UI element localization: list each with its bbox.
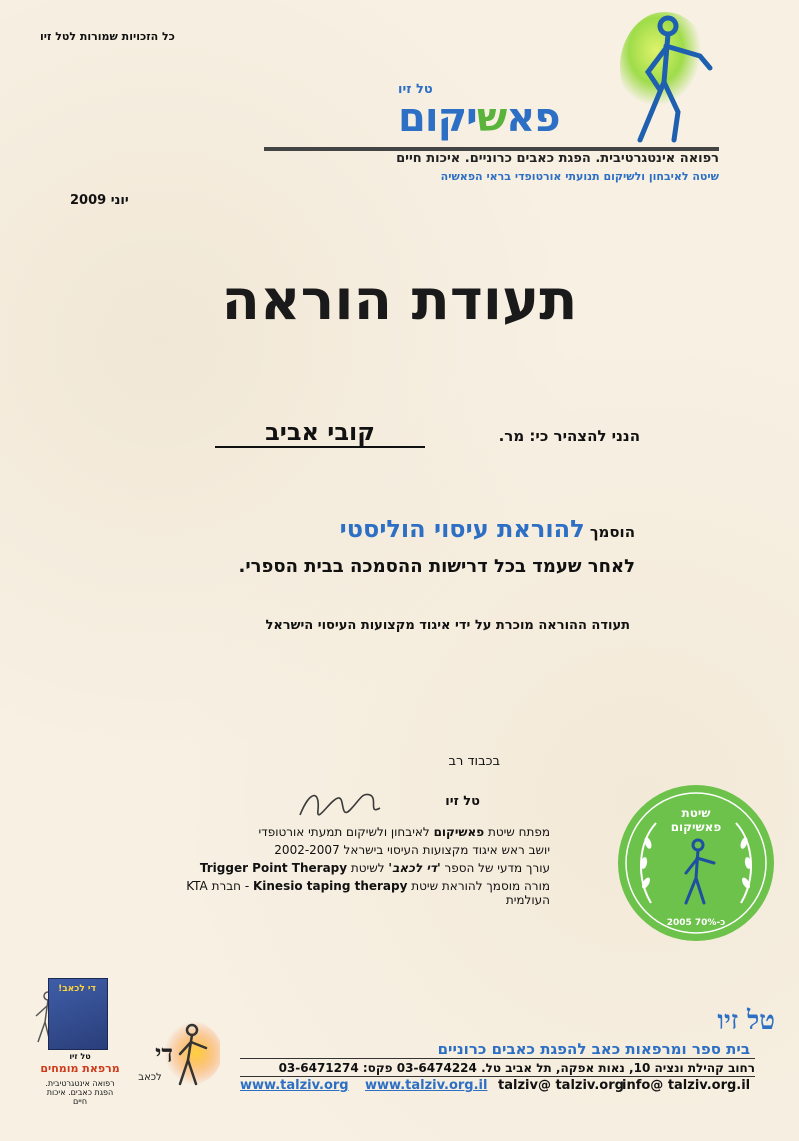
- clinic-author: טל זיו: [69, 1052, 91, 1061]
- regards: בכבוד רב: [448, 754, 500, 769]
- email-link[interactable]: talziv@ talziv.org: [498, 1078, 624, 1093]
- footer-name: טל זיו: [717, 1006, 775, 1036]
- recipient-name: קובי אביב: [215, 418, 425, 448]
- di-lekeev-logo-icon: [130, 1018, 220, 1088]
- credential-line-3: [150, 861, 550, 875]
- brand-part2: ש: [476, 95, 507, 141]
- di-logo-small: לכאב: [138, 1072, 162, 1083]
- info-email-link[interactable]: info@ talziv.org.il: [622, 1078, 751, 1093]
- cred1-b: פאשיקום: [433, 825, 485, 839]
- logo-tagline: רפואה אינטגרטיבית. הפגת כאבים כרוניים. איכות חיים: [396, 151, 719, 166]
- signer-name: טל זיו: [445, 794, 480, 809]
- cred4-b: Kinesio taping therapy: [252, 879, 408, 893]
- clinic-name: מרפאת מומחים: [40, 1062, 120, 1075]
- recognition-line: תעודה ההוראה מוכרת על ידי איגוד מקצועות העיסוי הישראל: [265, 618, 630, 633]
- declare-label: הנני להצהיר כי: מר.: [498, 427, 640, 445]
- website-il-link[interactable]: www.talziv.org.il: [365, 1078, 488, 1093]
- footer-divider-bottom: [240, 1076, 755, 1077]
- cred3-b: 'די לכאב': [388, 861, 441, 875]
- logo-subtitle: שיטה לאיבחון ולשיקום תנועתי אורטופדי בראי הפאשיה: [440, 170, 719, 183]
- seal-bottom-text: 2005 כ-70%: [666, 918, 726, 928]
- footer-tagline: בית ספר ומרפאות כאב להפגת כאבים כרוניים: [437, 1040, 750, 1058]
- authorized-prefix: הוסמך: [589, 523, 635, 541]
- seal-mid-text: פאשיקום: [670, 820, 722, 834]
- requirements-line: לאחר שעמד בכל דרישות ההסמכה בבית הספרי.: [238, 556, 635, 577]
- cred1-a: מפתח שיטת: [484, 825, 550, 839]
- footer-divider-top: [240, 1058, 755, 1059]
- cred1-c: לאיבחון ולשיקום תמעתי אורטופדי: [258, 825, 434, 839]
- credential-line-2: יושב ראש איגוד מקצועות העיסוי בישראל 2002-2007: [274, 843, 550, 857]
- brand-part1: פא: [506, 95, 560, 141]
- website-link[interactable]: www.talziv.org: [240, 1078, 349, 1093]
- cred3-c: לשיטת: [347, 861, 389, 875]
- copyright-note: כל הזכויות שמורות לטל זיו: [40, 30, 175, 43]
- certification-seal-icon: [616, 783, 776, 943]
- cred3-d: Trigger Point Therapy: [199, 861, 348, 875]
- brand-logo: [398, 95, 688, 141]
- credential-line-4: [150, 879, 550, 907]
- footer-address: רחוב קהילת ונציה 10, נאות אפקה, תל אביב טל. 03-6474224 פקס: 03-6471274: [278, 1061, 755, 1075]
- credential-line-1: [150, 825, 550, 839]
- cred4-a: מורה מוסמך להוראת שיטת: [407, 879, 550, 893]
- handwritten-signature-icon: [290, 780, 390, 830]
- logo-author: טל זיו: [398, 82, 433, 97]
- book-title: די לכאב!: [58, 984, 96, 994]
- brand-part3: יקום: [398, 95, 477, 141]
- cred3-a: עורך מדעי של הספר: [440, 861, 550, 875]
- cred4-c: - חברת KTA העולמית: [186, 879, 550, 907]
- certificate-title: תעודת הוראה: [221, 268, 578, 333]
- authorized-field: להוראת עיסוי הוליסטי: [339, 515, 585, 543]
- seal-top-text: שיטת: [681, 806, 711, 820]
- di-logo-big: די: [155, 1039, 173, 1068]
- clinic-tagline: רפואה אינטגרטיבית. הפגת כאבים. איכות חיים: [45, 1079, 115, 1106]
- authorized-line: [160, 515, 635, 543]
- issue-date: יוני 2009: [70, 193, 129, 208]
